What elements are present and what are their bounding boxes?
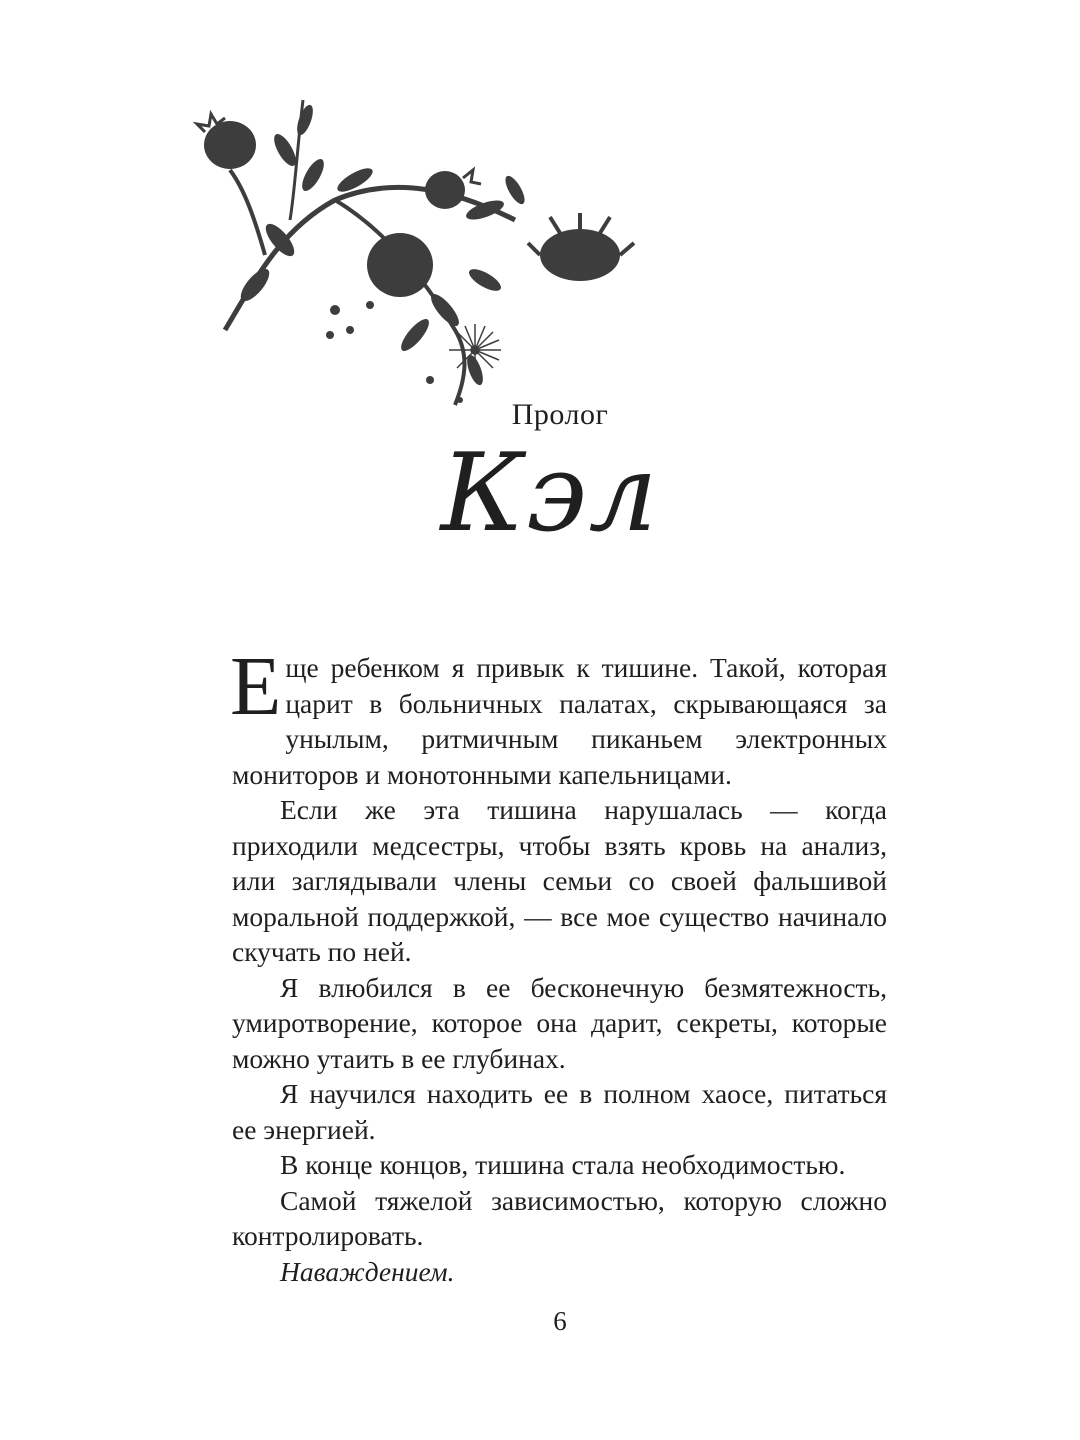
- paragraph-1-text: ще ребенком я привык к тишине. Такой, которая царит в больничных палатах, скрывающаяся за унылым, ритмичным пиканьем электронных мониторов и монотонными капельницами.: [232, 652, 887, 790]
- paragraph-2: Если же эта тишина нарушалась — когда приходили медсестры, чтобы взять кровь на анализ, или заглядывали члены семьи со своей фальшивой моральной поддержкой, — все мое существо начинало скучать по ней.: [232, 794, 887, 967]
- paragraph-6: Самой тяжелой зависимостью, которую сложно контролировать.: [232, 1184, 887, 1251]
- chapter-title: Кэл: [440, 431, 660, 556]
- chapter-body: [230, 640, 887, 1289]
- paragraph-1: [230, 640, 887, 792]
- pomegranate-floral-branch-icon: [185, 80, 645, 415]
- drop-cap: Е: [230, 640, 282, 733]
- paragraph-7: Наваждением.: [280, 1255, 455, 1287]
- page-number: 6: [553, 1306, 567, 1336]
- chapter-label: Пролог: [511, 398, 609, 431]
- paragraph-5: В конце концов, тишина стала необходимостью.: [280, 1149, 846, 1180]
- paragraph-4: Я научился находить ее в полном хаосе, питаться ее энергией.: [232, 1078, 887, 1145]
- paragraph-3: Я влюбился в ее бесконечную безмятежность, умиротворение, которое она дарит, секреты, которые можно утаить в ее глубинах.: [232, 971, 887, 1074]
